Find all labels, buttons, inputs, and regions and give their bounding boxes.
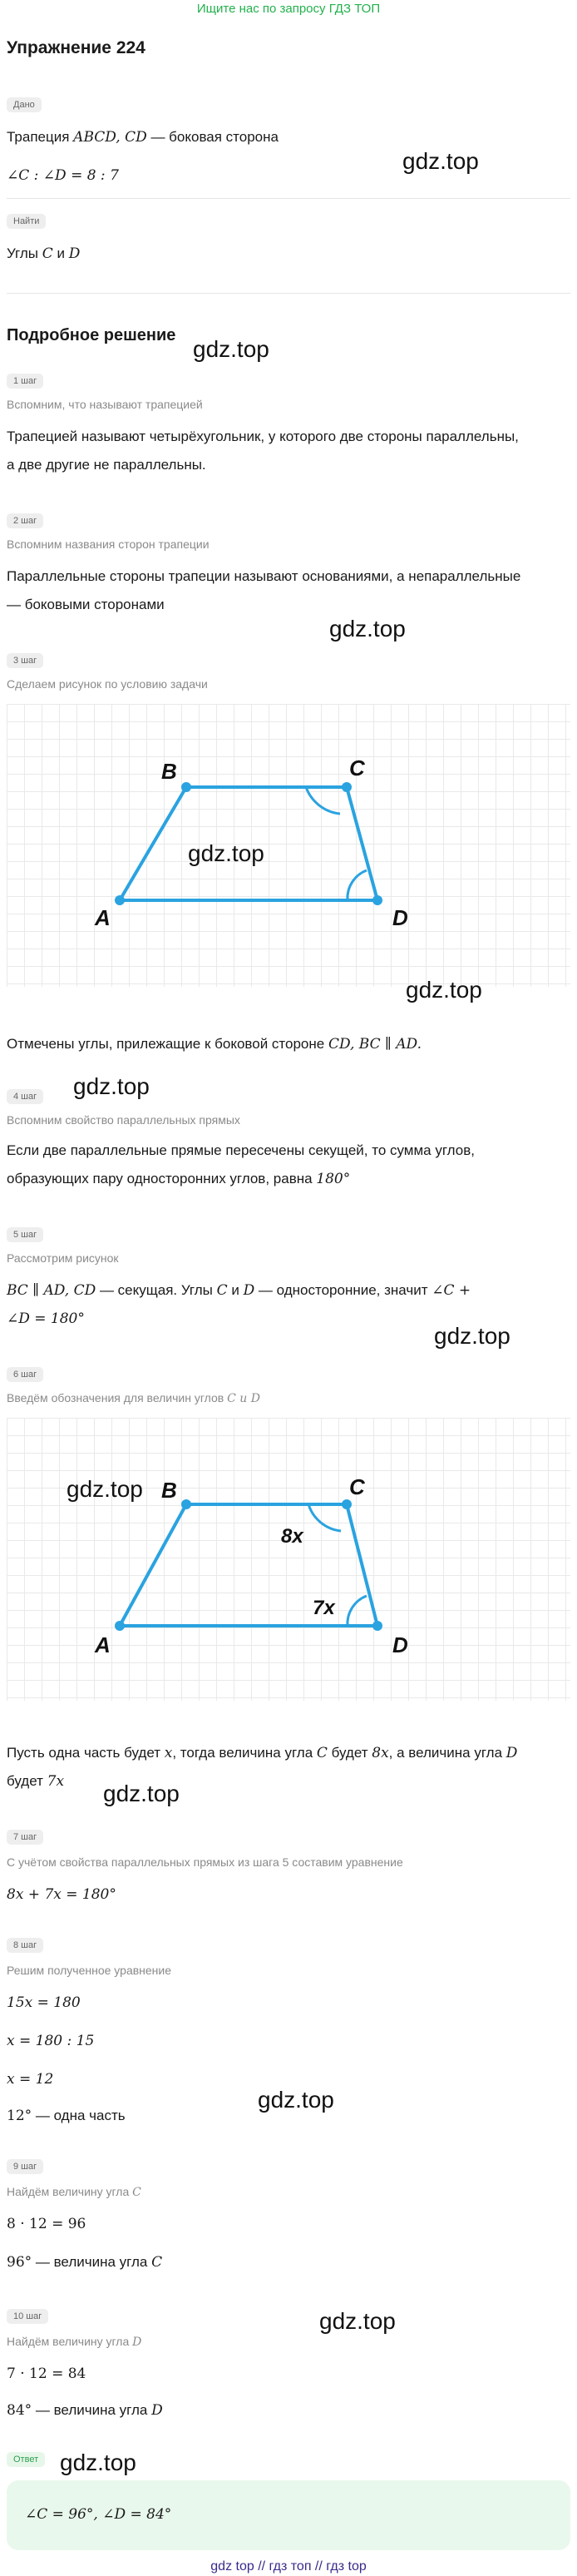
step-7-hint: С учётом свойства параллельных прямых из шага 5 составим уравнение xyxy=(7,1855,403,1869)
trapezoid-drawing-2 xyxy=(7,1418,570,1701)
watermark: gdz.top xyxy=(402,148,479,174)
label-a: A xyxy=(95,1632,111,1657)
step-3-after-text: Отмечены углы, прилежащие к боковой стороне xyxy=(7,1036,328,1052)
step-9-tag xyxy=(7,2158,43,2174)
watermark: gdz.top xyxy=(103,1781,180,1806)
step-5-math-1: BC ∥ AD, CD xyxy=(7,1282,96,1299)
trapezoid-figure-2 xyxy=(7,1418,570,1701)
step-tag-label: 10 шаг xyxy=(7,2309,48,2324)
step-7-tag xyxy=(7,1829,43,1845)
t3: будет xyxy=(327,1745,372,1761)
label-d: D xyxy=(392,905,408,930)
step-3-after xyxy=(7,1030,422,1058)
label-a: A xyxy=(95,905,111,930)
step-10-hint-text: Найдём величину угла xyxy=(7,2335,133,2348)
watermark: gdz.top xyxy=(258,2087,334,2113)
find-tag-label: Найти xyxy=(7,214,46,229)
step-5-tag xyxy=(7,1226,43,1242)
t5: будет xyxy=(7,1773,47,1789)
label-d: D xyxy=(392,1632,408,1657)
step-tag-label: 6 шаг xyxy=(7,1367,43,1382)
step-1-hint: Вспомним, что называют трапецией xyxy=(7,398,203,411)
step-9-equation: 8 · 12 = 96 xyxy=(7,2216,86,2232)
watermark: gdz.top xyxy=(73,1073,150,1099)
search-banner[interactable]: Ищите нас по запросу ГДЗ ТОП xyxy=(196,2,381,16)
step-4-line-2-text: образующих пару односторонних углов, равна xyxy=(7,1171,317,1186)
find-line xyxy=(7,240,80,268)
step-1-line-2: а две другие не параллельны. xyxy=(7,457,206,473)
t4: , а величина угла xyxy=(388,1745,506,1761)
vertex-a-point xyxy=(115,895,125,905)
watermark: gdz.top xyxy=(329,616,406,642)
step-8-res-text: — одна часть xyxy=(32,2108,126,2123)
t2: , тогда величина угла xyxy=(172,1745,317,1761)
label-b: B xyxy=(161,759,177,784)
step-6-tag xyxy=(7,1366,43,1382)
step-3-after-math: CD, BC ∥ AD. xyxy=(328,1036,422,1053)
angle-d-arc xyxy=(348,1596,367,1626)
step-5-hint: Рассмотрим рисунок xyxy=(7,1251,119,1265)
given-ratio: ∠C : ∠D = 8 : 7 xyxy=(7,167,119,184)
step-8-result xyxy=(7,2102,126,2130)
step-6-hint xyxy=(7,1391,260,1405)
step-2-line-2: — боковыми сторонами xyxy=(7,597,165,612)
step-5-var-c: C xyxy=(216,1282,228,1299)
find-tag xyxy=(7,213,46,229)
step-4-tag xyxy=(7,1088,43,1104)
vertex-d-point xyxy=(372,1621,382,1631)
watermark: gdz.top xyxy=(319,2308,396,2334)
label-c: C xyxy=(349,1474,365,1499)
angle-d-arc xyxy=(348,870,367,900)
step-tag-label: 7 шаг xyxy=(7,1830,43,1845)
watermark: gdz.top xyxy=(406,977,482,1003)
t1: Пусть одна часть будет xyxy=(7,1745,165,1761)
answer-tag-label: Ответ xyxy=(7,2452,45,2467)
watermark: gdz.top xyxy=(434,1323,510,1349)
step-10-res-var: D xyxy=(151,2402,163,2419)
find-c: C xyxy=(42,245,53,262)
divider xyxy=(7,293,570,294)
step-10-equation: 7 · 12 = 84 xyxy=(7,2365,86,2382)
vertex-d-point xyxy=(372,895,382,905)
step-1-tag xyxy=(7,373,43,389)
step-5-var-d: D xyxy=(243,1282,255,1299)
find-and: и xyxy=(52,245,69,261)
step-7-equation: 8x + 7x = 180° xyxy=(7,1886,116,1903)
step-10-tag xyxy=(7,2308,48,2324)
vertex-b-point xyxy=(181,1499,191,1509)
watermark: gdz.top xyxy=(188,840,264,866)
step-tag-label: 5 шаг xyxy=(7,1227,43,1242)
given-rest: — боковая сторона xyxy=(146,129,279,145)
step-9-res-math: 96° xyxy=(7,2254,32,2271)
step-tag-label: 9 шаг xyxy=(7,2159,43,2174)
label-b: B xyxy=(161,1478,177,1503)
label-c: C xyxy=(349,755,365,780)
answer-tag xyxy=(7,2451,45,2467)
step-8-eq-1: 15x = 180 xyxy=(7,1994,81,2011)
step-4-line-1: Если две параллельные прямые пересечены секущей, то сумма углов, xyxy=(7,1142,476,1158)
step-2-tag xyxy=(7,513,43,528)
answer-value: ∠C = 96°, ∠D = 84° xyxy=(25,2506,172,2523)
step-10-result xyxy=(7,2396,163,2425)
watermark: gdz.top xyxy=(193,336,269,362)
step-tag-label: 3 шаг xyxy=(7,653,43,668)
given-tag-label: Дано xyxy=(7,97,42,112)
step-3-tag xyxy=(7,652,43,668)
step-10-hint-math: D xyxy=(132,2336,142,2349)
step-9-hint-math: C xyxy=(132,2186,141,2199)
find-d: D xyxy=(68,245,81,262)
step-10-res-text: — величина угла xyxy=(32,2402,152,2418)
step-10-res-math: 84° xyxy=(7,2402,32,2419)
step-9-result xyxy=(7,2248,162,2276)
divider xyxy=(7,198,570,199)
step-6-after-line-1 xyxy=(7,1739,517,1767)
var-8x: 8x xyxy=(372,1745,389,1761)
step-6-hint-math: C и D xyxy=(227,1392,260,1405)
answer-box xyxy=(7,2480,570,2550)
step-5-math-2: ∠C + xyxy=(432,1282,471,1299)
step-8-hint: Решим полученное уравнение xyxy=(7,1964,172,1977)
step-2-hint: Вспомним названия сторон трапеции xyxy=(7,537,210,551)
step-5-text-2: — односторонние, значит xyxy=(254,1282,432,1298)
step-8-res-math: 12° xyxy=(7,2108,32,2124)
step-5-line-2: ∠D = 180° xyxy=(7,1310,85,1327)
angle-c-arc xyxy=(308,1504,341,1531)
var-x: x xyxy=(164,1745,173,1761)
vertex-a-point xyxy=(115,1621,125,1631)
watermark: gdz.top xyxy=(67,1476,143,1502)
var-7x: 7x xyxy=(47,1773,65,1790)
step-8-tag xyxy=(7,1937,43,1953)
step-6-after-line-2 xyxy=(7,1767,64,1796)
var-d: D xyxy=(505,1745,518,1761)
trapezoid-figure-1 xyxy=(7,704,570,987)
step-9-hint-text: Найдём величину угла xyxy=(7,2185,133,2198)
step-5-line-1 xyxy=(7,1276,471,1305)
step-9-res-text: — величина угла xyxy=(32,2254,152,2270)
step-9-res-var: C xyxy=(151,2254,163,2271)
given-text: Трапеция xyxy=(7,129,74,145)
step-6-hint-text: Введём обозначения для величин углов xyxy=(7,1391,228,1404)
step-1-line-1: Трапецией называют четырёхугольник, у которого две стороны параллельны, xyxy=(7,429,519,444)
vertex-b-point xyxy=(181,782,191,792)
trapezoid-drawing-1 xyxy=(7,704,570,987)
step-8-eq-2: x = 180 : 15 xyxy=(7,2033,95,2049)
step-8-eq-3: x = 12 xyxy=(7,2071,54,2088)
given-line-1 xyxy=(7,123,279,151)
section-title: Подробное решение xyxy=(7,326,176,344)
step-10-hint xyxy=(7,2335,141,2349)
vertex-c-point xyxy=(342,1499,352,1509)
watermark: gdz.top xyxy=(60,2450,136,2475)
step-tag-label: 8 шаг xyxy=(7,1938,43,1953)
angle-d-value: 7x xyxy=(313,1597,335,1619)
step-9-hint xyxy=(7,2185,141,2199)
step-tag-label: 4 шаг xyxy=(7,1089,43,1104)
vertex-c-point xyxy=(342,782,352,792)
footer-links[interactable]: gdz top // гдз топ // гдз top xyxy=(210,2559,367,2574)
step-4-line-2-math: 180° xyxy=(316,1171,351,1187)
given-tag xyxy=(7,97,42,112)
exercise-title: Упражнение 224 xyxy=(7,38,145,57)
step-4-line-2 xyxy=(7,1165,350,1193)
step-5-and: и xyxy=(227,1282,244,1298)
step-5-text-1: — секущая. Углы xyxy=(96,1282,217,1298)
step-tag-label: 2 шаг xyxy=(7,513,43,528)
var-c: C xyxy=(316,1745,328,1761)
trapezoid-outline xyxy=(120,1504,377,1626)
given-math: ABCD, CD xyxy=(73,129,147,146)
angle-c-arc xyxy=(306,787,340,814)
step-4-hint: Вспомним свойство параллельных прямых xyxy=(7,1113,240,1127)
find-text: Углы xyxy=(7,245,42,261)
step-3-hint: Сделаем рисунок по условию задачи xyxy=(7,677,208,691)
step-tag-label: 1 шаг xyxy=(7,374,43,389)
angle-c-value: 8x xyxy=(281,1525,303,1548)
step-2-line-1: Параллельные стороны трапеции называют основаниями, а непараллельные xyxy=(7,568,521,584)
